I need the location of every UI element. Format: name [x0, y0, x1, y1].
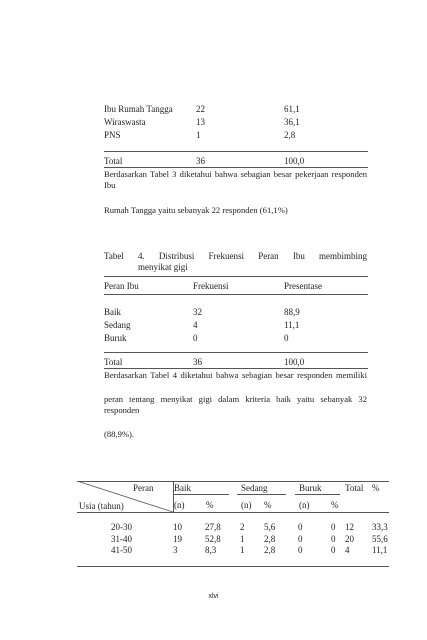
paragraph-line: (88,9%). [104, 429, 135, 439]
cell-buruk-pct: 0 [331, 522, 336, 532]
table-bottom-rule [104, 167, 368, 168]
corner-label-peran: Peran [133, 483, 154, 493]
caption-word: membimbing [318, 251, 367, 261]
subheader-percent: % [331, 500, 339, 510]
table-row-label: Wiraswasta [104, 117, 146, 127]
table-bottom-rule [104, 368, 368, 369]
group-header-buruk: Buruk [299, 483, 322, 493]
cell-total-n: 4 [345, 545, 350, 555]
table-total-label: Total [104, 156, 123, 166]
paragraph-tabel-4 [104, 370, 367, 440]
corner-label-usia: Usia (tahun) [79, 501, 124, 511]
table-total-count: 36 [196, 156, 205, 166]
caption-title-line [138, 251, 367, 261]
cell-baik-pct: 27,8 [205, 522, 221, 532]
table-row-label: Baik [104, 307, 121, 317]
caption-label: Tabel [104, 251, 124, 261]
cell-buruk-pct: 0 [331, 545, 336, 555]
table-row-percent: 88,9 [284, 307, 300, 317]
table-divider [104, 151, 368, 152]
group-header-sedang: Sedang [241, 483, 268, 493]
table-bottom-rule [77, 566, 389, 567]
table-row-percent: 11,1 [284, 320, 300, 330]
cell-buruk-pct: 0 [331, 534, 336, 544]
subheader-n: (n) [174, 500, 185, 510]
table-row-percent: 36,1 [284, 117, 300, 127]
cell-sedang-pct: 2,8 [264, 545, 276, 555]
table-total-percent: 100,0 [284, 156, 305, 166]
cell-sedang-n: 1 [240, 534, 245, 544]
subheader-percent: % [206, 500, 214, 510]
caption-word: Ibu [292, 251, 305, 261]
cell-total-pct: 33,3 [372, 522, 388, 532]
table-total-percent: 100,0 [284, 357, 305, 367]
paragraph-line: Berdasarkan Tabel 4 diketahui bahwa sebagian besar responden memiliki [104, 370, 367, 380]
caption-word: Peran [258, 251, 279, 261]
cell-sedang-n: 2 [240, 522, 245, 532]
group-header-total-percent: % [372, 483, 380, 493]
subheader-n: (n) [241, 500, 252, 510]
caption-word: Frekuensi [208, 251, 245, 261]
table-row-count: 4 [193, 320, 198, 330]
cell-baik-pct: 52,8 [205, 534, 221, 544]
group-header-total: Total [345, 483, 364, 493]
cell-total-n: 12 [345, 522, 354, 532]
table-top-rule [104, 276, 368, 277]
cell-baik-n: 10 [173, 522, 182, 532]
table-row-count: 32 [193, 307, 202, 317]
table-header-rule [77, 512, 389, 513]
table-divider [104, 352, 368, 353]
paragraph-line: Rumah Tangga yaitu sebanyak 22 responden (61,1%) [104, 205, 288, 215]
cell-sedang-pct: 5,6 [264, 522, 276, 532]
cell-baik-pct: 8,3 [205, 545, 217, 555]
cell-baik-n: 19 [173, 534, 182, 544]
table-row-label: PNS [104, 130, 121, 140]
group-underline-sedang [237, 494, 286, 495]
column-header: Frekuensi [193, 281, 229, 291]
cell-baik-n: 3 [173, 545, 178, 555]
table-row-label: Sedang [104, 320, 131, 330]
cell-total-pct: 11,1 [372, 545, 388, 555]
page-number: xlvi [208, 593, 219, 600]
paragraph-tabel-3 [104, 169, 367, 216]
cell-buruk-n: 0 [298, 545, 303, 555]
column-header: Presentase [284, 281, 322, 291]
group-underline-buruk [295, 494, 340, 495]
age-group: 20-30 [111, 522, 132, 532]
table-total-count: 36 [193, 357, 202, 367]
caption-title-line-2: menyikat gigi [138, 262, 188, 272]
subheader-percent: % [264, 500, 272, 510]
table-row-label: Ibu Rumah Tangga [104, 104, 173, 114]
cell-total-pct: 55,6 [372, 534, 388, 544]
cell-sedang-pct: 2,8 [264, 534, 276, 544]
table-row-count: 1 [196, 130, 201, 140]
table-row-count: 22 [196, 104, 205, 114]
group-underline-baik [173, 494, 229, 495]
table-row-label: Buruk [104, 333, 127, 343]
table-row-count: 0 [193, 333, 198, 343]
column-header: Peran Ibu [104, 281, 139, 291]
table-row-count: 13 [196, 117, 205, 127]
caption-word: Distribusi [158, 251, 195, 261]
caption-word: 4. [138, 251, 145, 261]
subheader-n: (n) [299, 500, 310, 510]
table-row-percent: 61,1 [284, 104, 300, 114]
table-row-percent: 0 [284, 333, 289, 343]
cell-sedang-n: 1 [240, 545, 245, 555]
cell-total-n: 20 [345, 534, 354, 544]
age-group: 41-50 [111, 545, 132, 555]
cell-buruk-n: 0 [298, 522, 303, 532]
paragraph-line: Berdasarkan Tabel 3 diketahui bahwa sebagian besar pekerjaan responden Ibu [104, 169, 367, 190]
cell-buruk-n: 0 [298, 534, 303, 544]
table-total-label: Total [104, 357, 123, 367]
table-row-percent: 2,8 [284, 130, 296, 140]
group-header-baik: Baik [174, 483, 191, 493]
paragraph-line: peran tentang menyikat gigi dalam kriteria baik yaitu sebanyak 32 responden [104, 394, 367, 415]
age-group: 31-40 [111, 534, 132, 544]
table-header-rule [104, 294, 368, 295]
